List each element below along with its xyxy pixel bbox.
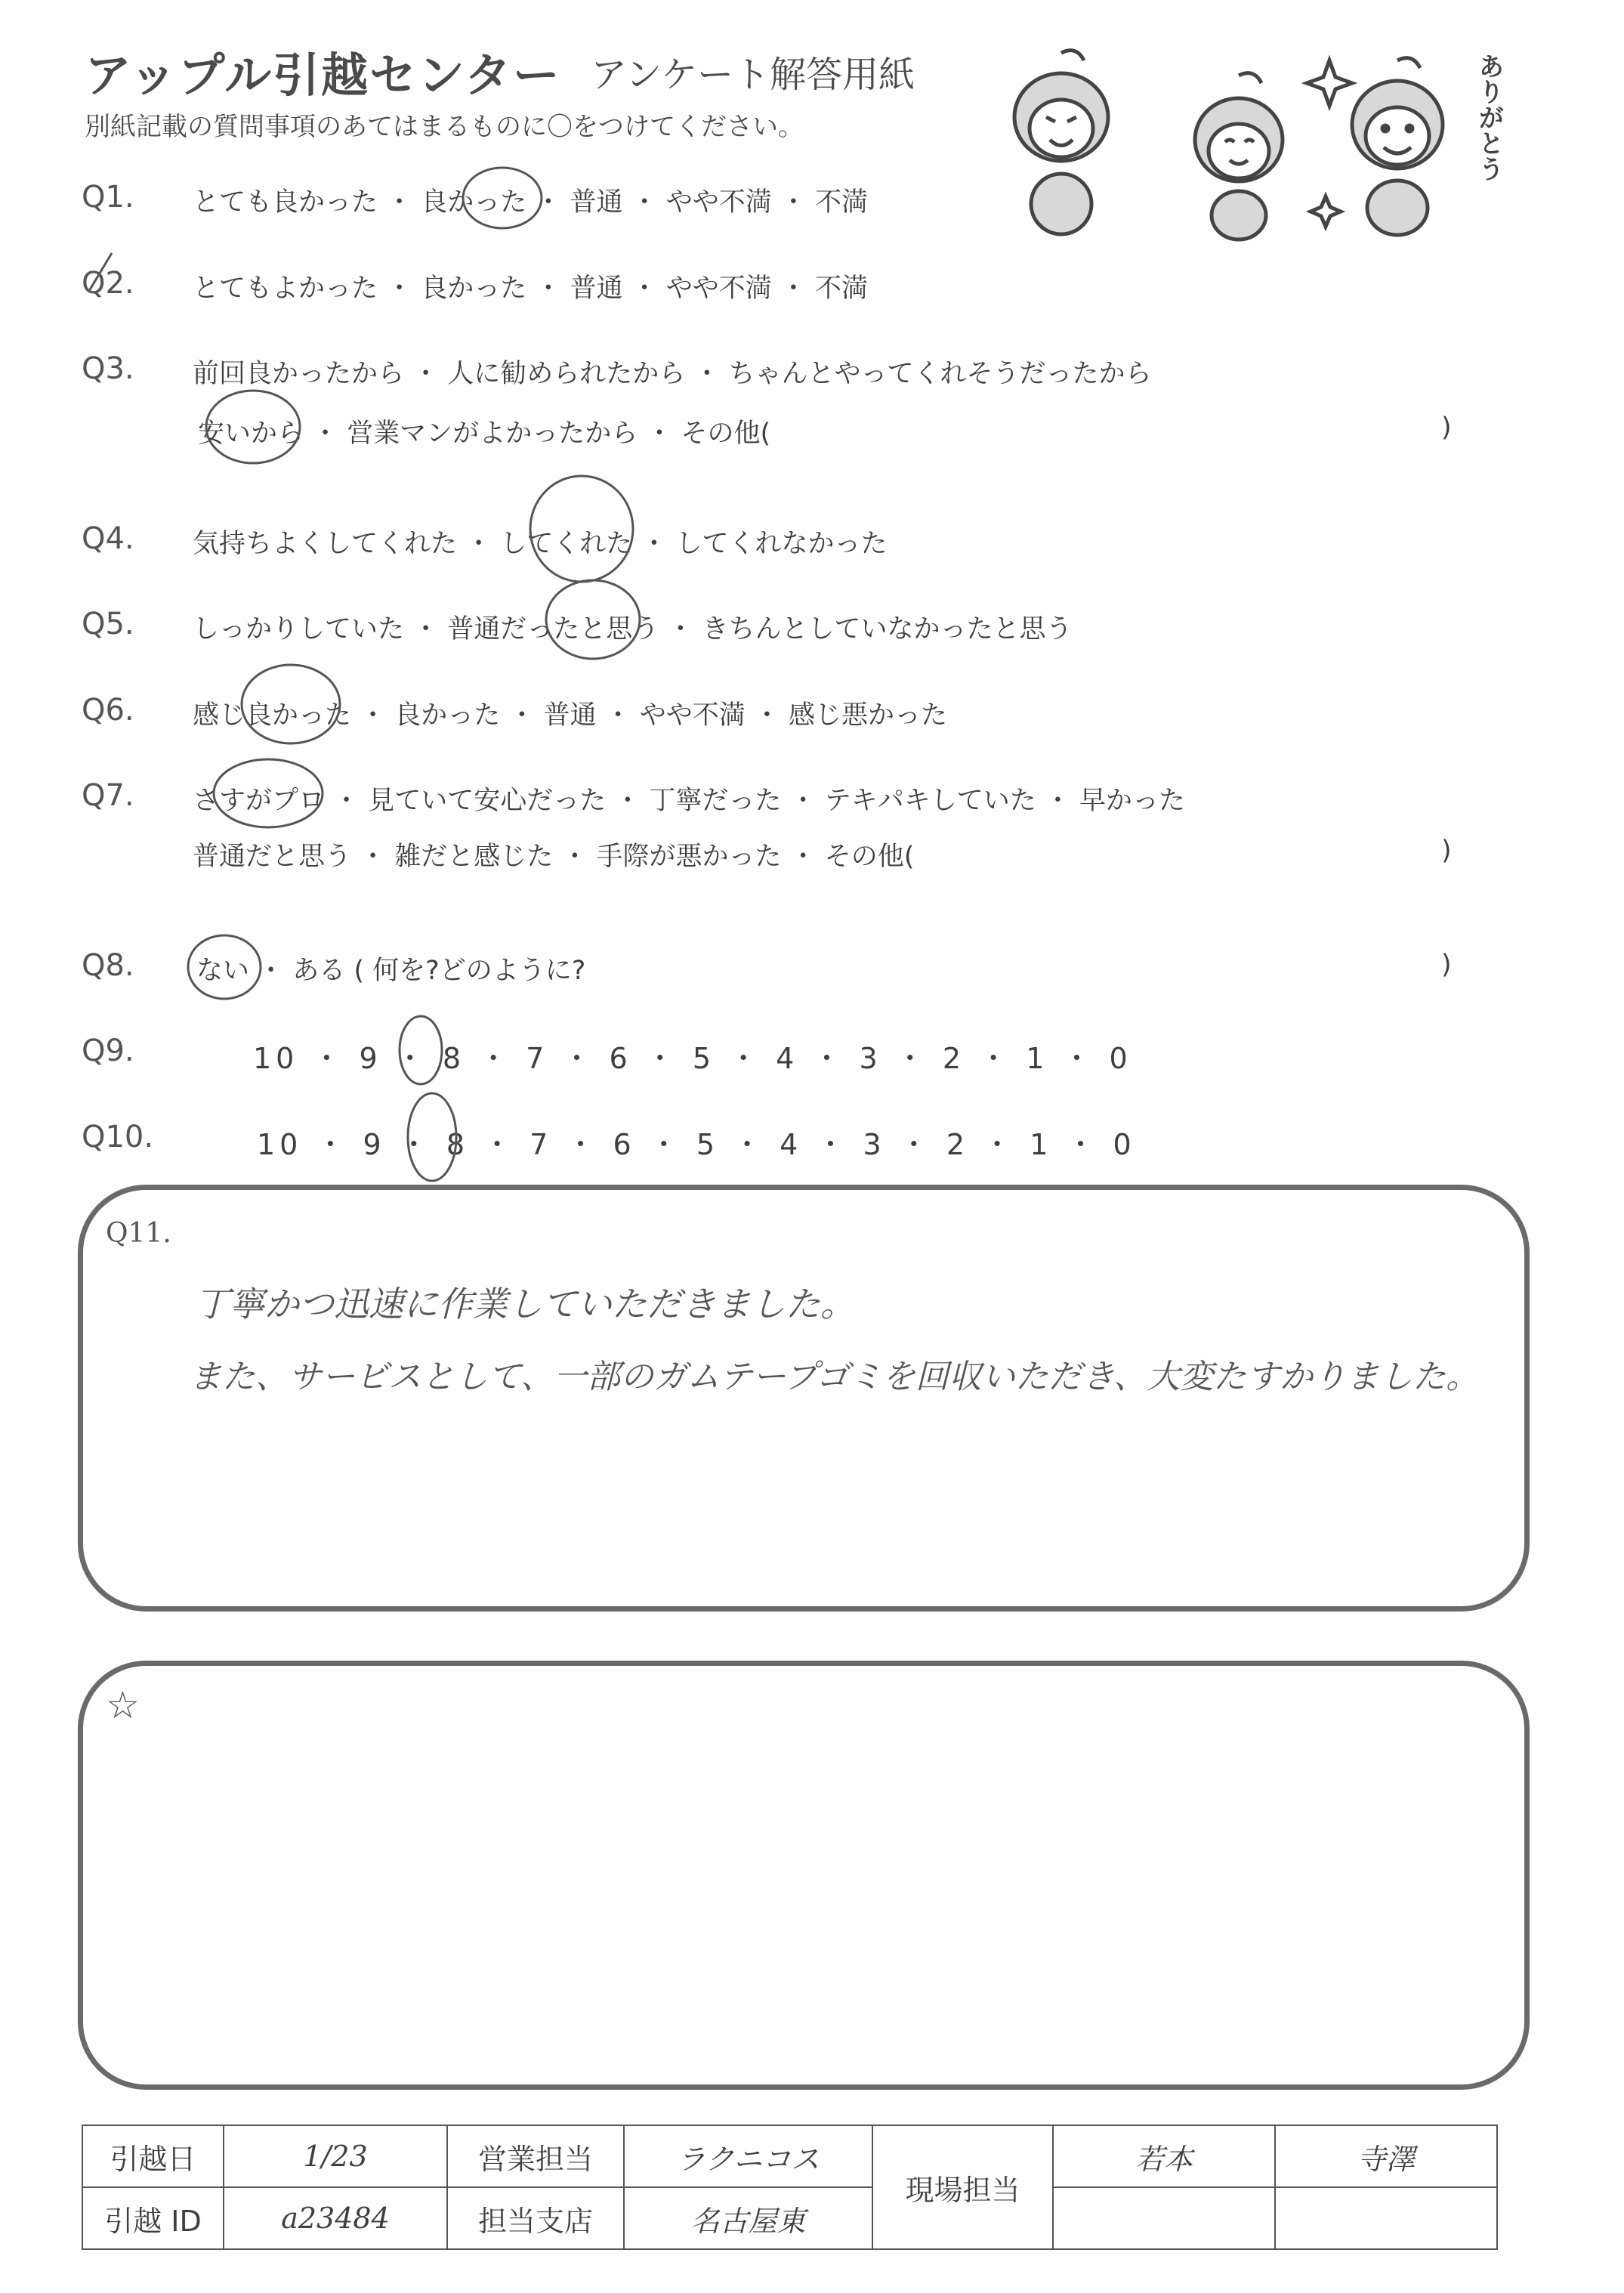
q10-label: Q10.: [82, 1120, 154, 1154]
move-date-label: 引越日: [82, 2125, 224, 2187]
q9-label: Q9.: [82, 1034, 134, 1068]
move-id-value: a23484: [224, 2187, 447, 2249]
q11-comment-line2: また、サービスとして、一部のガムテープゴミを回収いただき、大変たすかりました。: [189, 1358, 1480, 1396]
mascot-illustration: [990, 45, 1533, 242]
q8-close-paren: ): [1441, 950, 1452, 980]
thanks-text: ありがとう: [1474, 53, 1504, 181]
q1-options: とても良かった ・ 良かった ・ 普通 ・ やや不満 ・ 不満: [193, 187, 869, 218]
site-staff-empty-1: [1053, 2187, 1275, 2249]
q6-label: Q6.: [82, 693, 134, 728]
sales-value: ラクニコス: [624, 2125, 872, 2187]
q11-comment-line1: 丁寧かつ迅速に作業していただきました。: [195, 1284, 855, 1324]
q4-label: Q4.: [82, 521, 134, 556]
q3-close-paren: ): [1441, 413, 1452, 443]
q7-options-line2: 普通だと思う ・ 雑だと感じた ・ 手際が悪かった ・ その他(: [193, 842, 915, 872]
brand-title: アップル引越センター: [85, 48, 561, 103]
star-comment-box: [78, 1661, 1530, 2090]
q10-scale: 10 ・ 9 ・ 8 ・ 7 ・ 6 ・ 5 ・ 4 ・ 3 ・ 2 ・ 1 ・ 0: [257, 1128, 1136, 1161]
q3-label: Q3.: [82, 351, 134, 386]
site-staff-2: 寺澤: [1275, 2125, 1497, 2187]
sales-label: 営業担当: [447, 2125, 624, 2187]
q7-label: Q7.: [82, 778, 134, 813]
q6-options: 感じ良かった ・ 良かった ・ 普通 ・ やや不満 ・ 感じ悪かった: [193, 700, 948, 731]
q2-label: Q2.: [82, 266, 134, 301]
q4-options: 気持ちよくしてくれた ・ してくれた ・ してくれなかった: [193, 529, 888, 559]
footer-info-table: [82, 2125, 1498, 2250]
instruction-text: 別紙記載の質問事項のあてはまるものに〇をつけてください。: [85, 112, 804, 142]
q2-options: とてもよかった ・ 良かった ・ 普通 ・ やや不満 ・ 不満: [193, 273, 869, 304]
q8-options: ない ・ ある ( 何を?どのように?: [196, 956, 586, 986]
star-label: ☆: [106, 1683, 140, 1727]
q7-options-line1: さすがプロ ・ 見ていて安心だった ・ 丁寧だった ・ テキパキしていた ・ 早かった: [193, 786, 1186, 816]
move-date-value: 1/23: [224, 2125, 447, 2187]
site-staff-empty-2: [1275, 2187, 1497, 2249]
q11-label: Q11.: [106, 1218, 171, 1249]
site-staff-label: 現場担当: [872, 2125, 1053, 2249]
q5-label: Q5.: [82, 607, 134, 641]
move-id-label: 引越 ID: [82, 2187, 224, 2249]
q1-label: Q1.: [82, 180, 134, 215]
q8-label: Q8.: [82, 948, 134, 983]
site-staff-1: 若本: [1053, 2125, 1275, 2187]
q5-options: しっかりしていた ・ 普通だったと思う ・ きちんとしていなかったと思う: [193, 614, 1073, 644]
q3-options-line2: 安いから ・ 営業マンがよかったから ・ その他(: [198, 419, 771, 449]
q11-comment-box: [78, 1185, 1530, 1612]
q9-scale: 10 ・ 9 ・ 8 ・ 7 ・ 6 ・ 5 ・ 4 ・ 3 ・ 2 ・ 1 ・ 0: [253, 1042, 1132, 1075]
q3-options-line1: 前回良かったから ・ 人に勧められたから ・ ちゃんとやってくれそうだったから: [193, 359, 1152, 389]
q7-close-paren: ): [1441, 836, 1452, 866]
form-subtitle: アンケート解答用紙: [591, 54, 915, 96]
branch-value: 名古屋東: [624, 2187, 872, 2249]
branch-label: 担当支店: [447, 2187, 624, 2249]
